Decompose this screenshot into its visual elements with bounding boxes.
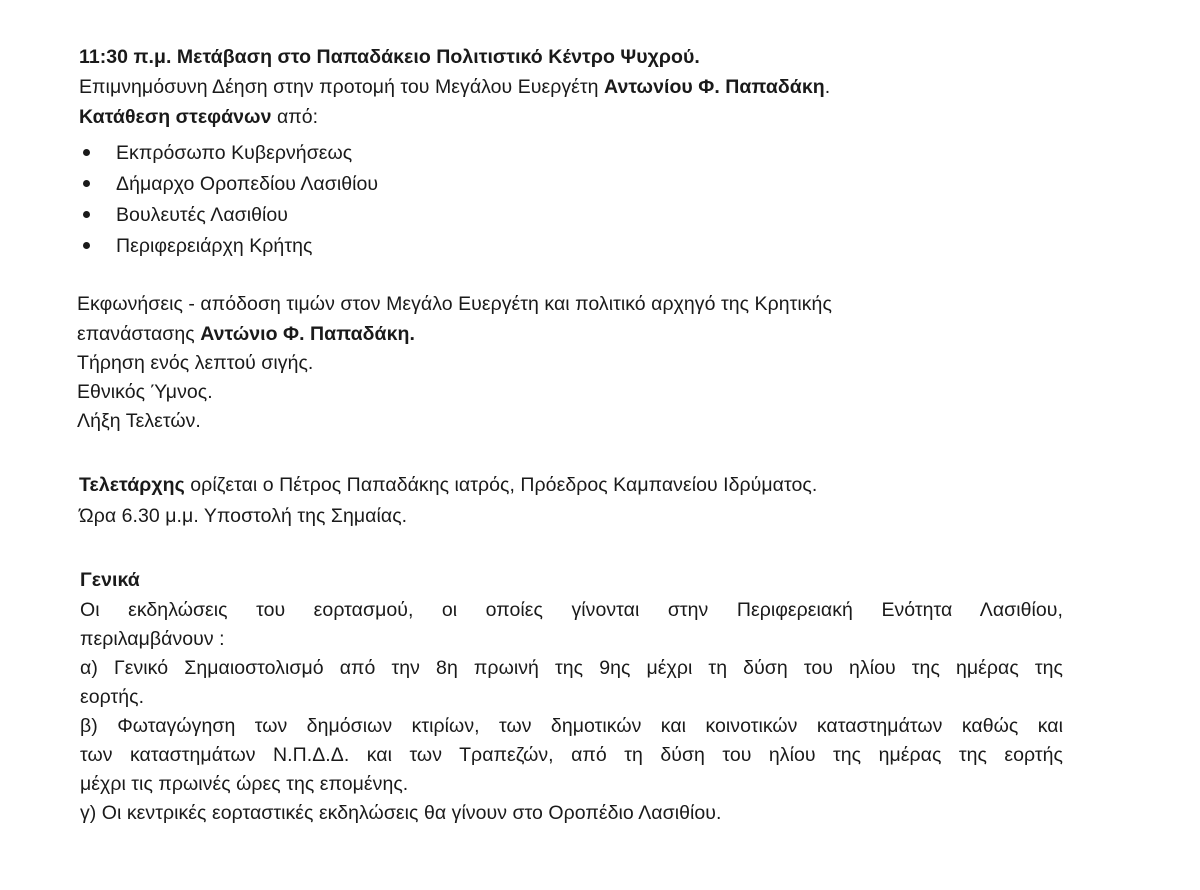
bullet-icon: [83, 180, 90, 187]
general-paragraph-line: των καταστημάτων Ν.Π.Δ.Δ. και των Τραπεζών, από τη δύση του ηλίου της ημέρας της εορτής: [80, 744, 1063, 766]
list-item-label: Περιφερειάρχη Κρήτης: [116, 235, 313, 257]
master-of-ceremonies-text: ορίζεται ο Πέτρος Παπαδάκης ιατρός, Πρόεδρος Καμπανείου Ιδρύματος.: [184, 474, 818, 496]
flag-lowering-line: Ώρα 6.30 μ.μ. Υποστολή της Σημαίας.: [79, 505, 408, 527]
silence-line: Τήρηση ενός λεπτού σιγής.: [77, 352, 314, 374]
general-paragraph-line: Οι εκδηλώσεις του εορτασμού, οι οποίες γίνονται στην Περιφερειακή Ενότητα Λασιθίου,: [80, 599, 1063, 621]
general-paragraph-line: περιλαμβάνουν :: [80, 628, 225, 650]
list-item-label: Δήμαρχο Οροπεδίου Λασιθίου: [116, 173, 379, 195]
general-paragraph-line: γ) Οι κεντρικές εορταστικές εκδηλώσεις θα γίνουν στο Οροπέδιο Λασιθίου.: [80, 802, 722, 824]
schedule-heading: 11:30 π.μ. Μετάβαση στο Παπαδάκειο Πολιτιστικό Κέντρο Ψυχρού.: [79, 46, 700, 68]
general-heading: Γενικά: [80, 569, 140, 591]
revolution-line: [77, 321, 415, 347]
speeches-line: Εκφωνήσεις - απόδοση τιμών στον Μεγάλο Ευεργέτη και πολιτικό αρχηγό της Κρητικής: [77, 293, 832, 315]
benefactor-name: Αντωνίου Φ. Παπαδάκη: [604, 76, 825, 98]
revolution-text: επανάστασης: [77, 323, 201, 345]
wreath-line: [79, 104, 318, 130]
general-paragraph-line: α) Γενικό Σημαιοστολισμό από την 8η πρωινή της 9ης μέχρι τη δύση του ηλίου της ημέρας της: [80, 657, 1063, 679]
wreath-label: Κατάθεση στεφάνων: [79, 106, 272, 128]
memorial-text: Επιμνημόσυνη Δέηση στην προτομή του Μεγάλου Ευεργέτη: [79, 76, 605, 98]
revolution-name: Αντώνιο Φ. Παπαδάκη.: [200, 323, 415, 345]
general-paragraph-line: εορτής.: [80, 686, 145, 708]
wreath-text: από:: [271, 106, 319, 128]
ceremony-end-line: Λήξη Τελετών.: [77, 410, 201, 432]
general-paragraph-line: μέχρι τις πρωινές ώρες της επομένης.: [80, 773, 409, 795]
bullet-icon: [83, 211, 90, 218]
bullet-icon: [83, 242, 90, 249]
bullet-icon: [83, 149, 90, 156]
general-paragraph-line: β) Φωταγώγηση των δημόσιων κτιρίων, των δημοτικών και κοινοτικών καταστημάτων καθώς και: [80, 715, 1063, 737]
memorial-period: .: [824, 76, 831, 98]
list-item-label: Βουλευτές Λασιθίου: [116, 204, 289, 226]
master-of-ceremonies-line: [79, 472, 817, 498]
anthem-line: Εθνικός Ύμνος.: [77, 381, 213, 403]
list-item-label: Εκπρόσωπο Κυβερνήσεως: [116, 142, 353, 164]
memorial-line: [79, 74, 830, 100]
master-of-ceremonies-label: Τελετάρχης: [79, 474, 185, 496]
